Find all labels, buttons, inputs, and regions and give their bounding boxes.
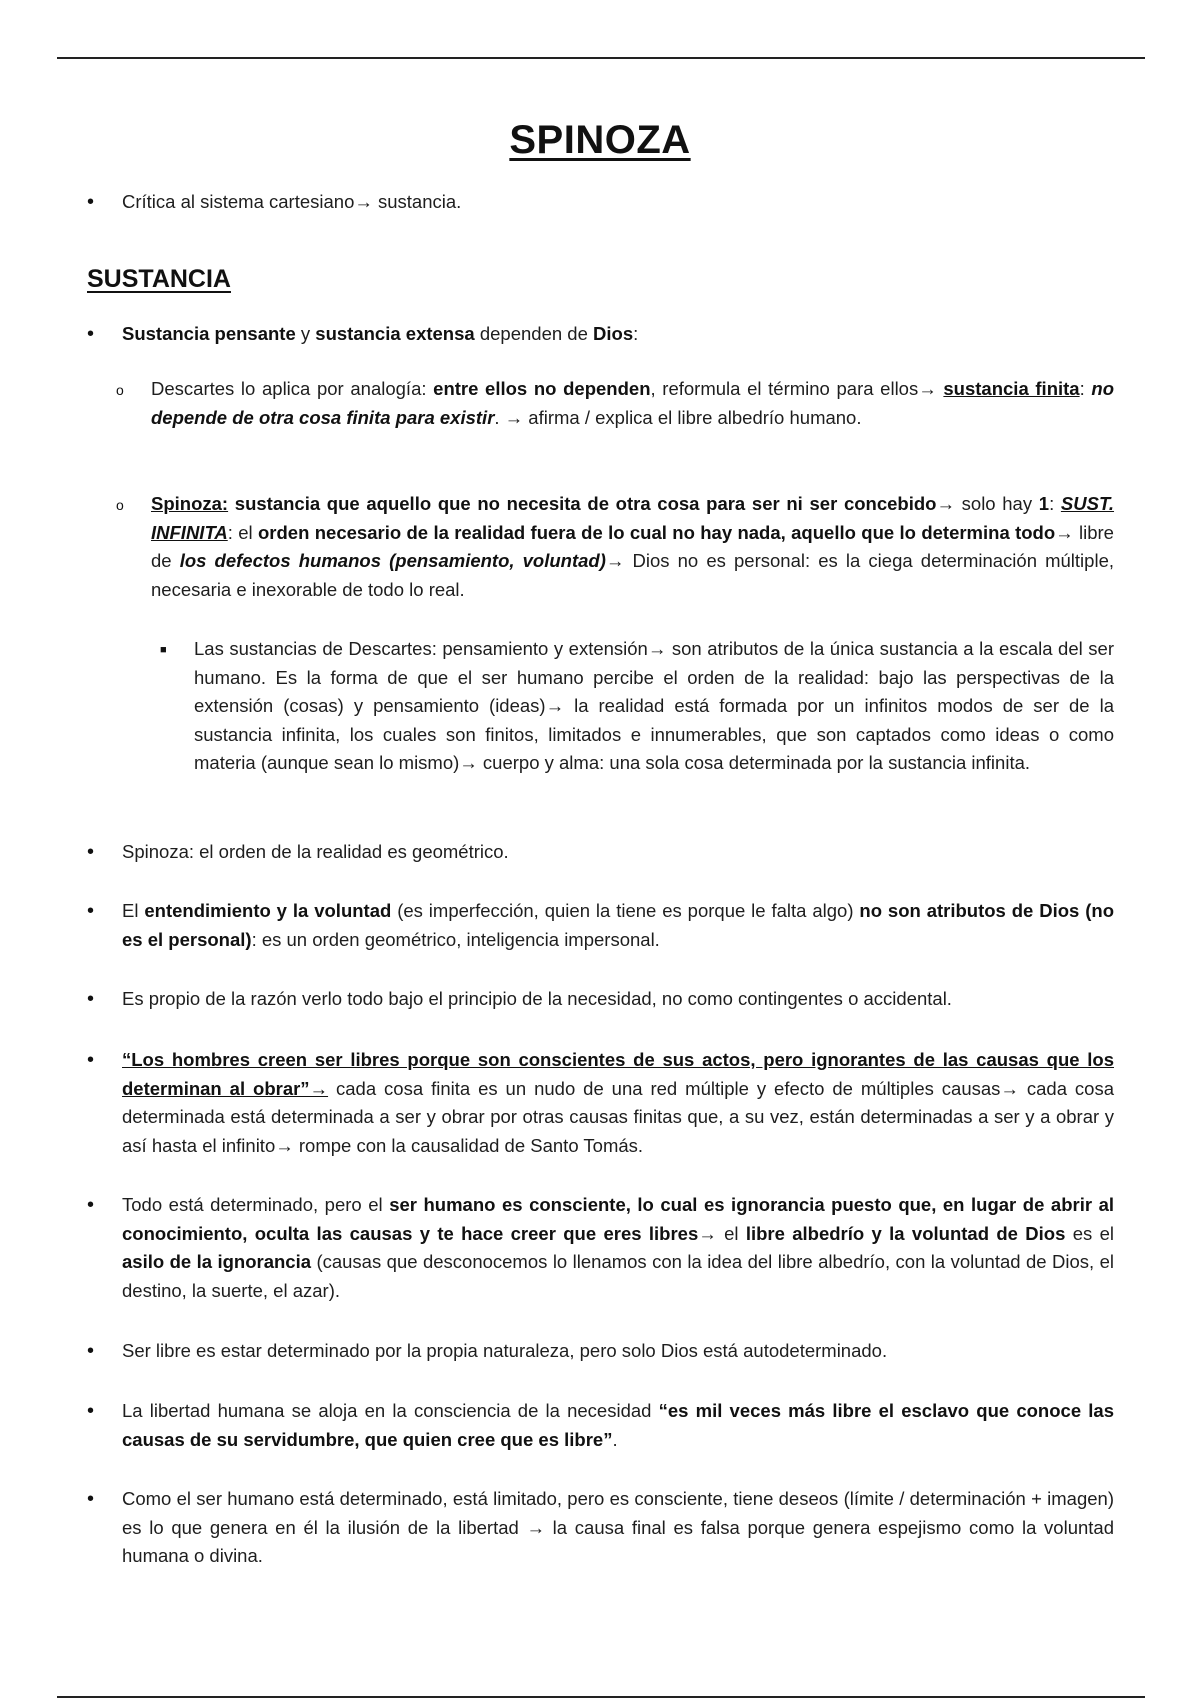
bullet: • — [87, 988, 95, 1010]
sub-sub-bullet: ■ — [160, 644, 167, 656]
list-item: “Los hombres creen ser libres porque son conscientes de sus actos, pero ignorantes de las causas que los determinan al obrar”→ cada cosa finita es un nudo de una red múltiple y efecto de múltiples causas→ cada cosa determinada está determinada a ser y obrar por otras causas finitas que, a su vez, están determinadas a ser y a obrar y así hasta el infinito→ rompe con la causalidad de Santo Tomás. — [122, 1049, 1114, 1156]
list-item: Como el ser humano está determinado, está limitado, pero es consciente, tiene deseos (límite / determinación + imagen) es lo que genera en él la ilusión de la libertad → la causa final es falsa porque genera espejismo como la voluntad humana o divina. — [122, 1488, 1114, 1566]
bullet: • — [87, 900, 95, 922]
list-item: La libertad humana se aloja en la consciencia de la necesidad “es mil veces más libre el esclavo que conoce las causas de su servidumbre, que quien cree que es libre”. — [122, 1400, 1115, 1450]
top-rule — [57, 57, 1145, 59]
list-item: Las sustancias de Descartes: pensamiento y extensión→ son atributos de la única sustancia a la escala del ser humano. Es la forma de que el ser humano percibe el orden de la realidad: bajo las perspectivas de la extensión (cosas) y pensamiento (ideas)→ la realidad está formada por un infinitos modos de ser de la sustancia infinita, los cuales son finitos, limitados e innumerables, que son captados como ideas o como materia (aunque sean lo mismo)→ cuerpo y alma: una sola cosa determinada por la sustancia infinita. — [194, 638, 1114, 773]
bullet: • — [87, 841, 95, 863]
section-heading: SUSTANCIA — [87, 265, 231, 293]
sub-bullet: o — [116, 497, 124, 513]
bullet: • — [87, 323, 95, 345]
bottom-rule — [57, 1696, 1145, 1698]
page-title: SPINOZA — [509, 118, 691, 162]
list-item: Todo está determinado, pero el ser humano es consciente, lo cual es ignorancia puesto que, en lugar de abrir al conocimiento, oculta las causas y te hace creer que eres libres→ el libre albedrío y la voluntad de Dios es el asilo de la ignorancia (causas que desconocemos lo llenamos con la idea del libre albedrío, con la voluntad de Dios, el destino, la suerte, el azar). — [122, 1194, 1115, 1301]
list-item: El entendimiento y la voluntad (es imperfección, quien la tiene es porque le falta algo) no son atributos de Dios (no es el personal): es un orden geométrico, inteligencia impersonal. — [122, 900, 1115, 950]
bullet: • — [87, 1488, 95, 1510]
bullet: • — [87, 1194, 95, 1216]
sub-bullet: o — [116, 382, 124, 398]
list-item: Es propio de la razón verlo todo bajo el principio de la necesidad, no como contingentes o accidental. — [122, 988, 952, 1009]
list-item: Ser libre es estar determinado por la propia naturaleza, pero solo Dios está autodeterminado. — [122, 1340, 888, 1361]
intro-item: Crítica al sistema cartesiano→ sustancia. — [122, 191, 462, 212]
bullet: • — [87, 1049, 95, 1071]
list-item: Spinoza: sustancia que aquello que no necesita de otra cosa para ser ni ser concebido→ solo hay 1: SUST. INFINITA: el orden necesario de la realidad fuera de lo cual no hay nada, aquello que lo determina todo→ libre de los defectos humanos (pensamiento, voluntad)→ Dios no es personal: es la ciega determinación múltiple, necesaria e inexorable de todo lo real. — [151, 493, 1115, 600]
bullet: • — [87, 1400, 95, 1422]
bullet: • — [87, 1340, 95, 1362]
bullet: • — [87, 191, 95, 213]
list-item: Descartes lo aplica por analogía: entre ellos no dependen, reformula el término para ellos→ sustancia finita: no depende de otra cosa finita para existir. → afirma / explica el libre albedrío humano. — [151, 378, 1114, 428]
list-item: Spinoza: el orden de la realidad es geométrico. — [122, 841, 509, 862]
list-item: Sustancia pensante y sustancia extensa dependen de Dios: — [122, 323, 639, 344]
